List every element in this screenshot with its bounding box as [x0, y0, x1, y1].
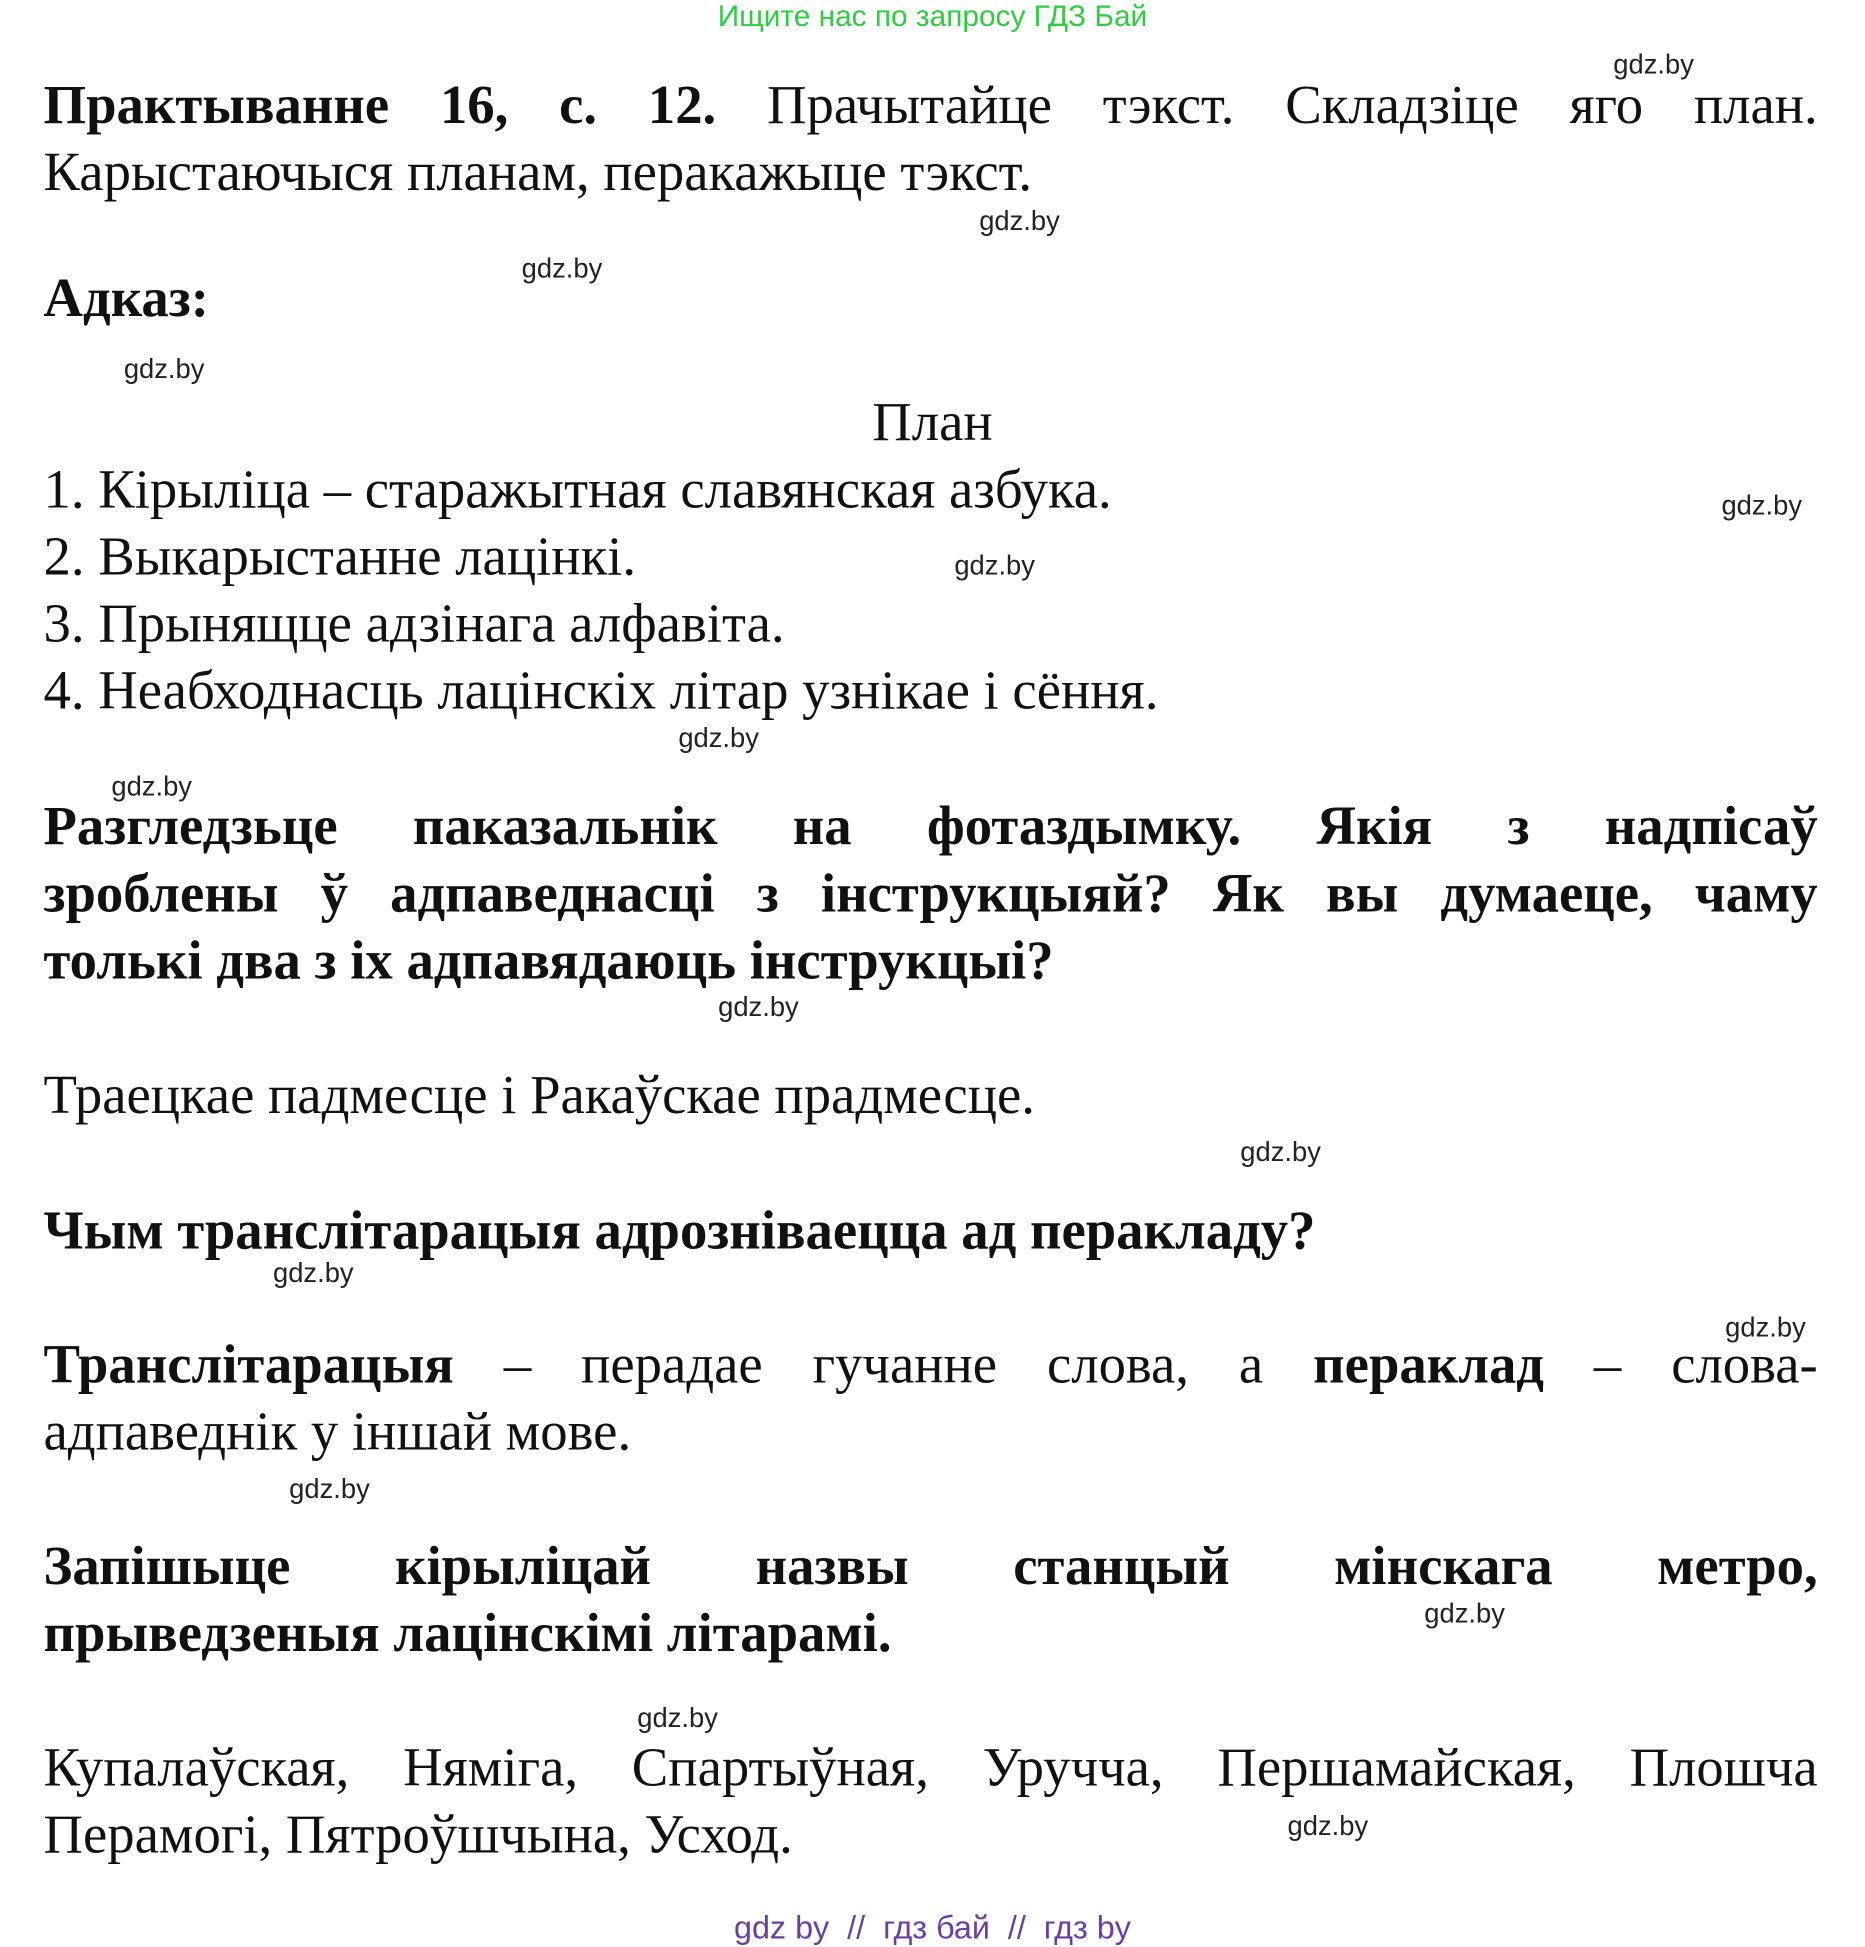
question-1-line: толькі два з іх адпавядаюць інструкцыі?	[43, 929, 1054, 991]
question-3-line: прыведзеныя лацінскімі літарамі.	[43, 1602, 892, 1664]
watermark: gdz.by	[1725, 1311, 1806, 1343]
plan-item: 2. Выкарыстанне лацінкі.	[43, 525, 637, 587]
answer-label: Адказ:	[43, 267, 209, 329]
answer-3-line: Купалаўская, Няміга, Спартыўная, Уручча, Першамайская, Плошча	[43, 1736, 1818, 1798]
question-2: Чым транслітарацыя адрозніваецца ад перакладу?	[43, 1199, 1316, 1261]
task-number: Практыванне 16, с. 12.	[43, 74, 717, 136]
watermark: gdz.by	[521, 252, 603, 284]
watermark: gdz.by	[289, 1473, 370, 1505]
answer-1: Траецкае падмесце і Ракаўскае прадмесце.	[43, 1064, 1035, 1126]
task-text: Прачытайце тэкст. Складзіце яго план.	[767, 74, 1818, 136]
plan-title: План	[872, 391, 993, 453]
watermark: gdz.by	[1424, 1597, 1505, 1629]
watermark: gdz.by	[954, 549, 1035, 581]
watermark: gdz.by	[1721, 489, 1803, 521]
watermark: gdz.by	[979, 205, 1060, 237]
question-3-line: Запішыце кірыліцай назвы станцый мінскага метро,	[43, 1535, 1818, 1597]
watermark: gdz.by	[1287, 1810, 1369, 1842]
header-banner: Ищите нас по запросу ГДЗ Бай	[717, 0, 1148, 34]
plan-item: 3. Прынящце адзінага алфавіта.	[43, 593, 785, 654]
watermark: gdz.by	[123, 353, 205, 385]
watermark: gdz.by	[1240, 1136, 1321, 1168]
watermark: gdz.by	[1613, 48, 1694, 80]
term-transliteration: Транслітарацыя	[43, 1334, 454, 1395]
watermark: gdz.by	[637, 1702, 718, 1734]
watermark: gdz.by	[111, 770, 192, 802]
task-line-1	[44, 72, 1818, 139]
footer-links: gdz by // гдз бай // гдз by	[733, 1908, 1131, 1946]
term-translation: пераклад	[1313, 1334, 1544, 1395]
task-line-2: Карыстаючыся планам, перакажыце тэкст.	[43, 141, 1033, 203]
answer-2-line-1	[44, 1332, 1818, 1399]
plan-item: 1. Кірыліца – старажытная славянская азбука.	[43, 458, 1112, 520]
answer-3-line: Перамогі, Пятроўшчына, Усход.	[43, 1804, 793, 1865]
answer-2-text-end: – слова-	[1593, 1334, 1818, 1395]
question-1-line: зроблены ў адпаведнасці з інструкцыяй? Як вы думаеце, чаму	[43, 862, 1818, 924]
answer-2-text: – перадае гучанне слова, а	[503, 1334, 1264, 1395]
watermark: gdz.by	[718, 990, 799, 1022]
question-1-line: Разгледзьце паказальнік на фотаздымку. Якія з надпісаў	[43, 795, 1818, 857]
watermark: gdz.by	[678, 722, 759, 754]
plan-item: 4. Неабходнасць лацінскіх літар узнікае і сёння.	[43, 660, 1159, 722]
answer-2-line-2: адпаведнік у іншай мове.	[43, 1401, 632, 1463]
watermark: gdz.by	[273, 1256, 354, 1289]
